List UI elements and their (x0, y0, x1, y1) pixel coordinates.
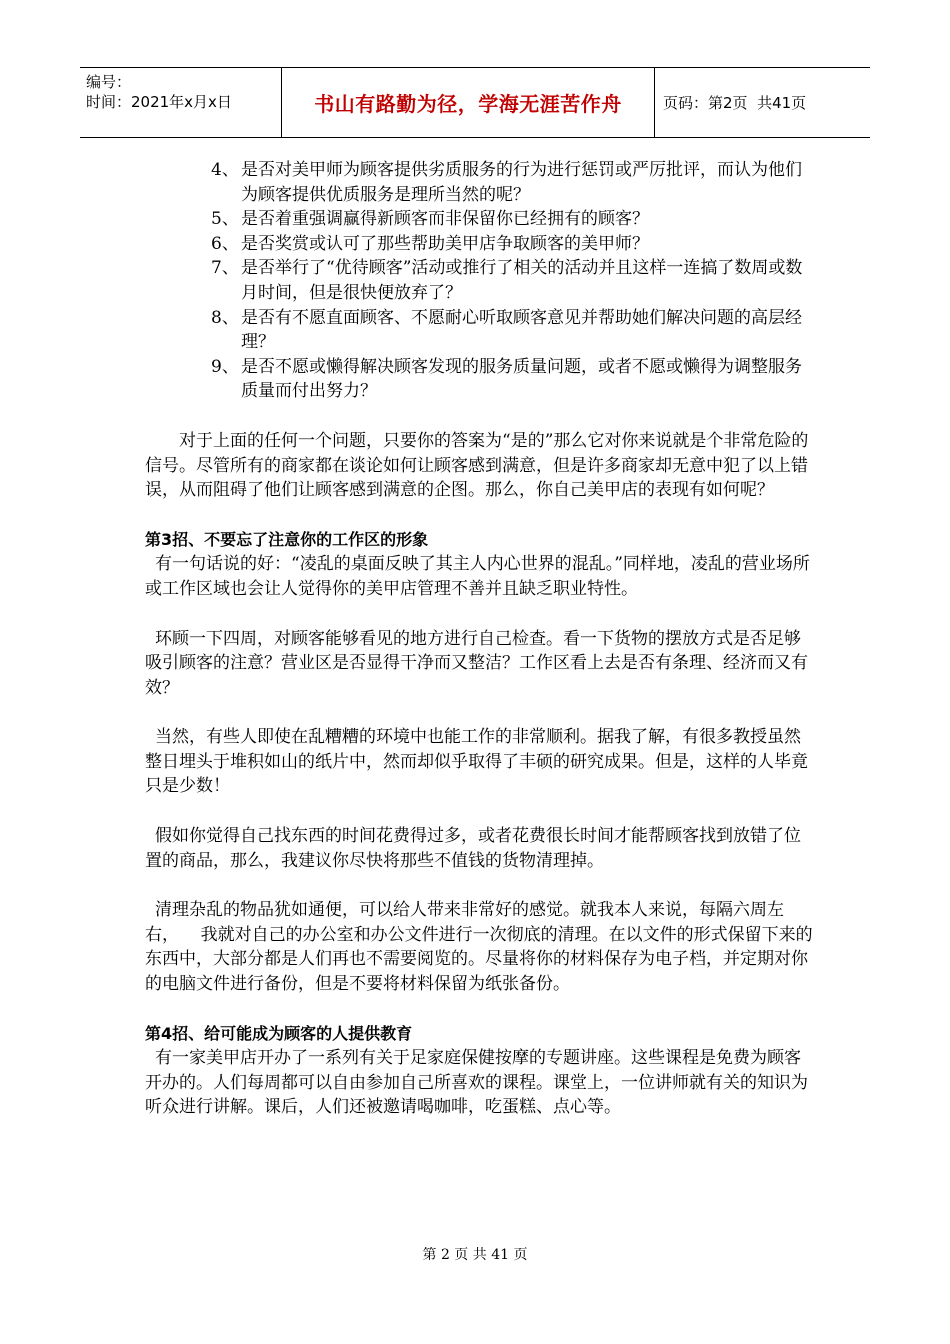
code-label: 编号： (86, 73, 132, 91)
paragraph: 清理杂乱的物品犹如通便，可以给人带来非常好的感觉。就我本人来说，每隔六周左右， 我就对自己的办公室和办公文件进行一次彻底的清理。在以文件的形式保留下来的东西中，大部分都是人们再也不需要阅览的。尽量将你的材料保存为电子档，并定期对你的电脑文件进行备份，但是不要将材料保留为纸张备份。 (145, 900, 813, 995)
list-item: 5、 是否着重强调赢得新顾客而非保留你已经拥有的顾客？ (211, 209, 649, 230)
section-heading-3: 第3招、不要忘了注意你的工作区的形象 (145, 529, 429, 549)
page-header (80, 67, 870, 138)
document-body (145, 158, 815, 1120)
list-item: 8、 是否有不愿直面顾客、不愿耐心听取顾客意见并帮助她们解决问题的高层经理？ (211, 307, 802, 353)
list-item: 7、 是否举行了“优待顾客”活动或推行了相关的活动并且这样一连搞了数周或数月时间，但是很快便放弃了？ (211, 258, 803, 303)
header-page-info (655, 68, 870, 137)
header-motto: 书山有路勤为径，学海无涯苦作舟 (282, 68, 655, 137)
list-item: 9、 是否不愿或懒得解决顾客发现的服务质量问题，或者不愿或懒得为调整服务质量而付出努力？ (211, 356, 802, 402)
paragraph: 有一家美甲店开办了一系列有关于足家庭保健按摩的专题讲座。这些课程是免费为顾客开办的。人们每周都可以自由参加自己所喜欢的课程。课堂上，一位讲师就有关的知识为听众进行讲解。课后，人们还被邀请喝咖啡，吃蛋糕、点心等。 (145, 1048, 808, 1118)
page-info-text: 页码：第2页 共41页 (663, 94, 807, 112)
paragraph: 环顾一下四周，对顾客能够看见的地方进行自己检查。看一下货物的摆放方式是否足够吸引顾客的注意？营业区是否显得干净而又整洁？工作区看上去是否有条理、经济而又有效？ (145, 628, 808, 698)
time-label: 时间：2021年x月x日 (86, 93, 232, 111)
header-meta (80, 68, 282, 137)
page-footer: 第 2 页 共 41 页 (422, 1247, 528, 1263)
paragraph: 当然，有些人即使在乱糟糟的环境中也能工作的非常顺利。据我了解，有很多教授虽然整日埋头于堆积如山的纸片中，然而却似乎取得了丰硕的研究成果。但是，这样的人毕竟只是少数！ (145, 727, 808, 797)
paragraph: 有一句话说的好：“凌乱的桌面反映了其主人内心世界的混乱。”同样地，凌乱的营业场所或工作区域也会让人觉得你的美甲店管理不善并且缺乏职业特性。 (145, 554, 810, 599)
section-heading-4: 第4招、给可能成为顾客的人提供教育 (145, 1023, 413, 1043)
paragraph: 假如你觉得自己找东西的时间花费得过多，或者花费很长时间才能帮顾客找到放错了位置的商品，那么，我建议你尽快将那些不值钱的货物清理掉。 (145, 826, 801, 871)
list-item: 4、 是否对美甲师为顾客提供劣质服务的行为进行惩罚或严厉批评，而认为他们为顾客提供优质服务是理所当然的呢？ (211, 160, 802, 205)
paragraph: 对于上面的任何一个问题，只要你的答案为“是的”那么它对你来说就是个非常危险的信号。尽管所有的商家都在谈论如何让顾客感到满意，但是许多商家却无意中犯了以上错误，从而阻碍了他们让顾客感到满意的企图。那么，你自己美甲店的表现有如何呢？ (145, 430, 809, 501)
list-item: 6、 是否奖赏或认可了那些帮助美甲店争取顾客的美甲师？ (211, 233, 649, 254)
